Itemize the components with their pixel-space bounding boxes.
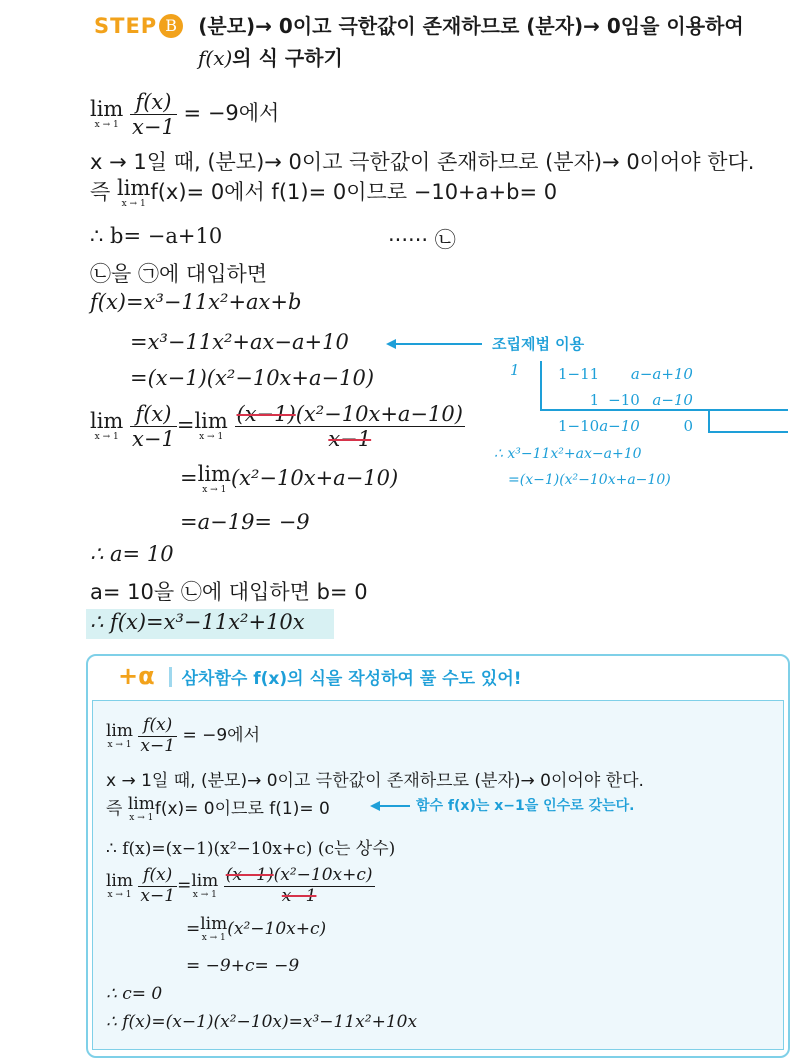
solution-line-2: x → 1일 때, (분모)→ 0이고 극한값이 존재하므로 (분자)→ 0이어야 한다.	[90, 150, 755, 174]
heading-line2	[198, 42, 343, 71]
solution-line-13: a= 10을 ㉡에 대입하면 b= 0	[90, 580, 368, 604]
synthetic-result-2: =(x−1)(x²−10x+a−10)	[508, 472, 671, 488]
alpha-note: 함수 f(x)는 x−1을 인수로 갖는다.	[416, 798, 635, 814]
step-badge: B	[159, 14, 183, 38]
solution-line-4-ref: ······ ㉡	[388, 228, 456, 252]
note-arrow-line	[378, 805, 410, 807]
solution-line-12: ∴ a= 10	[90, 542, 174, 566]
heading-fx: f(x)	[198, 46, 233, 70]
alpha-line-6: = lim x → 1 (x²−10x+c)	[186, 914, 327, 943]
alpha-line-7: = −9+c= −9	[186, 956, 300, 976]
alpha-line-4: ∴ f(x)=(x−1)(x²−10x+c) (c는 상수)	[106, 839, 396, 859]
solution-line-3: 즉 lim x → 1 f(x)= 0에서 f(1)= 0이므로 −10+a+b= 0	[90, 176, 558, 209]
heading-line1: (분모)→ 0이고 극한값이 존재하므로 (분자)→ 0임을 이용하여	[198, 14, 744, 38]
alpha-title: 삼차함수 f(x)의 식을 작성하여 풀 수도 있어!	[181, 669, 522, 689]
solution-final-answer: ∴ f(x)=x³−11x²+10x	[90, 610, 305, 634]
alpha-line-5: lim x → 1 $\frac{f(x)}{x-1}$ = lim x → 1 $\frac{\text{(x−1)(x²−10x+c)}}{x-1}$	[106, 865, 373, 906]
synthetic-label: 조립제법 이용	[492, 335, 585, 353]
heading-line2-rest: 의 식 구하기	[232, 46, 343, 70]
solution-line-9: lim x → 1 $\frac{f(x)}{x-1}$ = lim x → 1 $\frac{\text{(x−1)(x²−10x+a−10)}}{x-1}$	[90, 402, 463, 452]
alpha-line-8: ∴ c= 0	[106, 984, 163, 1004]
solution-line-7: =x³−11x²+ax−a+10	[130, 330, 349, 354]
arrow-left-icon	[386, 339, 396, 349]
synthetic-divisor: 1	[510, 361, 520, 379]
solution-line-6: f(x)=x³−11x²+ax+b	[90, 290, 302, 314]
alpha-line-9: ∴ f(x)=(x−1)(x²−10x)=x³−11x²+10x	[106, 1012, 418, 1032]
solution-line-5: ㉡을 ㉠에 대입하면	[90, 262, 268, 286]
alpha-header	[118, 662, 522, 690]
step-heading	[94, 10, 744, 39]
note-arrow-icon	[370, 801, 380, 811]
alpha-symbol: +α	[118, 662, 155, 690]
solution-line-8: =(x−1)(x²−10x+a−10)	[130, 366, 375, 390]
synthetic-result-1: ∴ x³−11x²+ax−a+10	[494, 446, 642, 462]
divider	[169, 667, 172, 687]
solution-line-11: =a−19= −9	[180, 510, 310, 534]
alpha-line-1: lim x → 1 $\frac{f(x)}{x-1}$ = −9에서	[106, 715, 261, 756]
step-label: STEP	[94, 14, 158, 38]
alpha-line-2: x → 1일 때, (분모)→ 0이고 극한값이 존재하므로 (분자)→ 0이어야 한다.	[106, 771, 644, 791]
solution-line-4: ∴ b= −a+10	[90, 224, 223, 248]
arrow-line	[394, 343, 482, 345]
solution-line-1: lim x → 1 $\frac{f(x)}{x-1}$ = −9에서	[90, 90, 280, 140]
solution-line-10: = lim x → 1 (x²−10x+a−10)	[180, 462, 399, 495]
alpha-line-3: 즉 lim x → 1 f(x)= 0이므로 f(1)= 0	[106, 794, 330, 823]
